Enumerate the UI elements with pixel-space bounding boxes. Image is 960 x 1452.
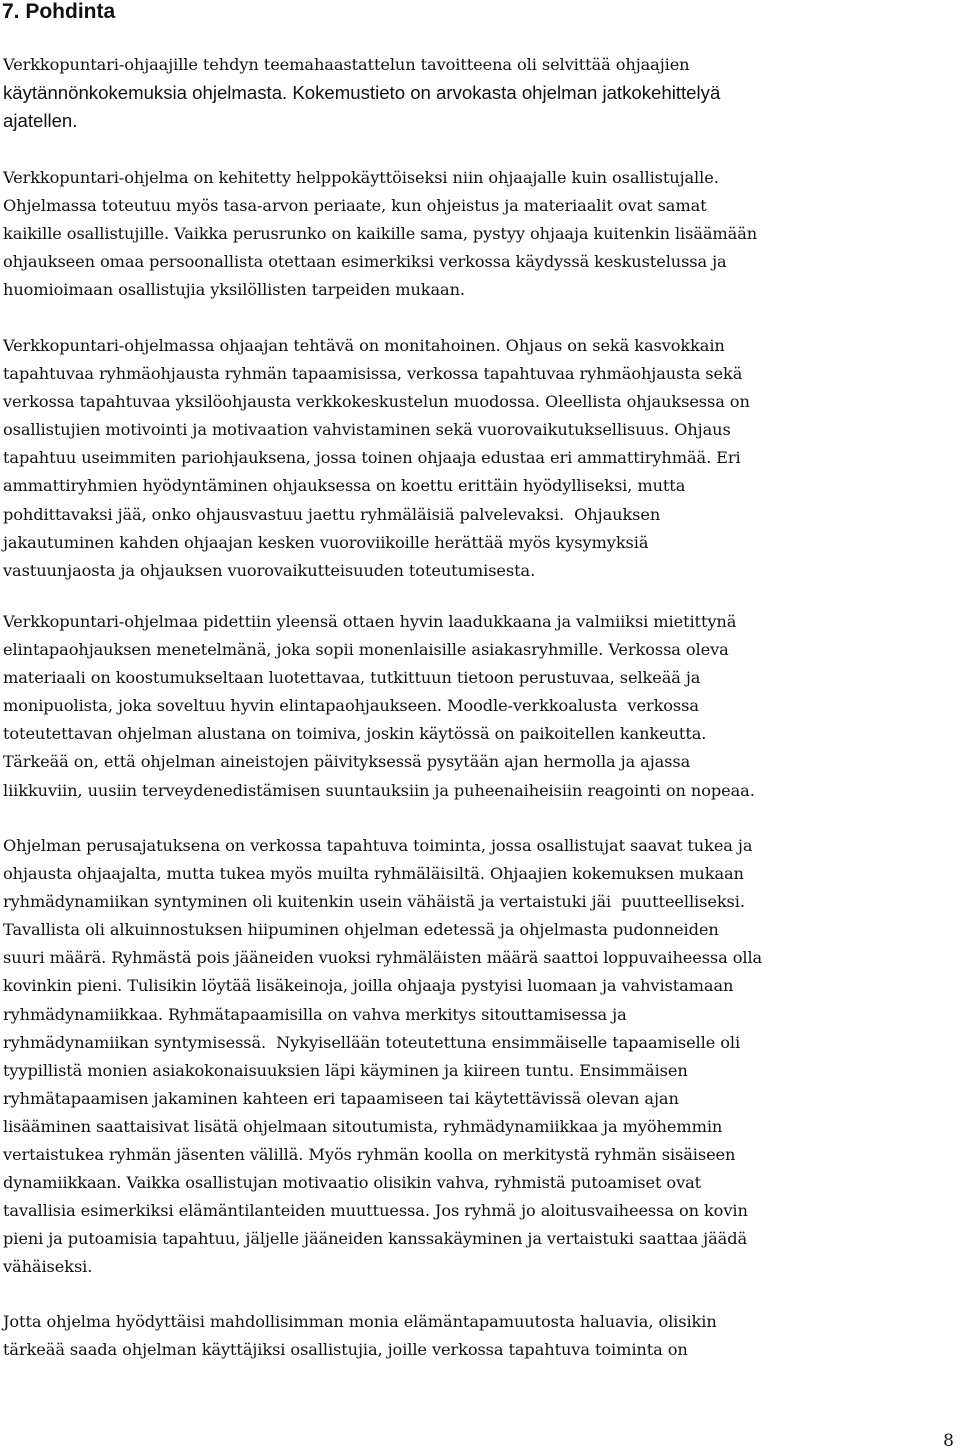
- paragraph-conclusion: [3, 1308, 958, 1364]
- text-line: jakautuminen kahden ohjaajan kesken vuoroviikoille herättää myös kysymyksiä: [3, 532, 649, 552]
- text-line: Ohjelmassa toteutuu myös tasa-arvon periaate, kun ohjeistus ja materiaalit ovat samat: [3, 196, 707, 216]
- text-line: tavallisia esimerkiksi elämäntilanteiden muuttuessa. Jos ryhmä jo aloitusvaiheessa on kovin: [3, 1201, 748, 1221]
- section-heading: 7. Pohdinta: [2, 0, 116, 23]
- text-line: ryhmädynamiikan syntyminen oli kuitenkin usein vähäistä ja vertaistuki jäi puutteelliseksi.: [3, 892, 745, 912]
- text-line: materiaali on koostumukseltaan luotettavaa, tutkittuun tietoon perustuvaa, selkeää ja: [3, 668, 701, 688]
- text-line: ohjausta ohjaajalta, mutta tukea myös muilta ryhmäläisiltä. Ohjaajien kokemuksen mukaan: [3, 864, 744, 884]
- text-line: vertaistukea ryhmän jäsenten välillä. Myös ryhmän koolla on merkitystä ryhmän sisäiseen: [3, 1145, 736, 1165]
- text-line: ammattiryhmien hyödyntäminen ohjauksessa on koettu erittäin hyödylliseksi, mutta: [3, 476, 686, 496]
- text-line: verkossa tapahtuvaa yksilöohjausta verkkokeskustelun muodossa. Oleellista ohjauksessa on: [3, 392, 750, 412]
- text-line: ohjaukseen omaa persoonallista otettaan esimerkiksi verkossa käydyssä keskustelussa ja: [3, 252, 727, 272]
- paragraph-intro: [3, 51, 958, 135]
- paragraph-guidance-role: [3, 332, 958, 585]
- text-line: liikkuviin, uusiin terveydenedistämisen suuntauksiin ja puheenaiheisiin reagointi on nopeaa.: [3, 780, 755, 800]
- text-line: vähäiseksi.: [3, 1257, 93, 1277]
- text-line: ryhmädynamiikan syntymisessä. Nykyisellään toteutettuna ensimmäiselle tapaamiselle oli: [3, 1032, 741, 1052]
- text-line: ryhmädynamiikkaa. Ryhmätapaamisilla on vahva merkitys sitouttamisessa ja: [3, 1004, 627, 1024]
- text-line: tapahtuvaa ryhmäohjausta ryhmän tapaamisissa, verkossa tapahtuvaa ryhmäohjausta sekä: [3, 364, 743, 384]
- text-line: Verkkopuntari-ohjelmaa pidettiin yleensä ottaen hyvin laadukkaana ja valmiiksi mietittynä: [3, 612, 737, 631]
- text-line: vastuunjaosta ja ohjauksen vuorovaikutteisuuden toteutumisesta.: [3, 560, 536, 580]
- text-line: kaikille osallistujille. Vaikka perusrunko on kaikille sama, pystyy ohjaaja kuitenkin lisäämään: [3, 224, 758, 244]
- text-line: ryhmätapaamisen jakaminen kahteen eri tapaamiseen tai käytettävissä olevan ajan: [3, 1088, 679, 1108]
- text-line: Verkkopuntari-ohjelmassa ohjaajan tehtävä on monitahoinen. Ohjaus on sekä kasvokkain: [3, 336, 725, 355]
- text-line: pieni ja putoamisia tapahtuu, jäljelle jääneiden kanssakäyminen ja vertaistuki saattaa jäädä: [3, 1229, 748, 1249]
- text-line: tyypillistä monien asiakokonaisuuksien läpi käyminen ja kiireen tuntu. Ensimmäisen: [3, 1060, 688, 1080]
- text-line: dynamiikkaan. Vaikka osallistujan motivaatio olisikin vahva, ryhmistä putoamiset ovat: [3, 1173, 702, 1193]
- text-line: ajatellen.: [3, 110, 78, 132]
- text-line: Tavallista oli alkuinnostuksen hiipuminen ohjelman edetessä ja ohjelmasta pudonneiden: [3, 920, 719, 940]
- text-line: Ohjelman perusajatuksena on verkossa tapahtuva toiminta, jossa osallistujat saavat tukea ja: [3, 836, 753, 855]
- paragraph-usability: [3, 164, 958, 304]
- text-line: huomioimaan osallistujia yksilöllisten tarpeiden mukaan.: [3, 280, 465, 300]
- text-line: Jotta ohjelma hyödyttäisi mahdollisimman monia elämäntapamuutosta haluavia, olisikin: [3, 1312, 717, 1331]
- text-line: osallistujien motivointi ja motivaation vahvistaminen sekä vuorovaikutuksellisuus. Ohjaus: [3, 420, 731, 440]
- paragraph-group-dynamics: [3, 832, 958, 1282]
- text-line: Tärkeää on, että ohjelman aineistojen päivityksessä pysytään ajan hermolla ja ajassa: [3, 752, 691, 772]
- text-line: toteutettavan ohjelman alustana on toimiva, joskin käytössä on paikoitellen kankeutta.: [3, 724, 707, 744]
- text-line: elintapaohjauksen menetelmänä, joka sopii monenlaisille asiakasryhmille. Verkossa oleva: [3, 640, 729, 660]
- text-line: lisääminen saattaisivat lisätä ohjelmaan sitoutumista, ryhmädynamiikkaa ja myöhemmin: [3, 1116, 723, 1136]
- text-line: Verkkopuntari-ohjelma on kehitetty helppokäyttöiseksi niin ohjaajalle kuin osallistujalle.: [3, 168, 719, 187]
- page-number: 8: [943, 1431, 954, 1451]
- text-line: pohdittavaksi jää, onko ohjausvastuu jaettu ryhmäläisiä palvelevaksi. Ohjauksen: [3, 504, 661, 524]
- text-line: tärkeää saada ohjelman käyttäjiksi osallistujia, joille verkossa tapahtuva toiminta on: [3, 1340, 688, 1360]
- text-line: tapahtuu useimmiten pariohjauksena, jossa toinen ohjaaja edustaa eri ammattiryhmää. Eri: [3, 448, 741, 468]
- text-line: kovinkin pieni. Tulisikin löytää lisäkeinoja, joilla ohjaaja pystyisi luomaan ja vahvistamaan: [3, 976, 734, 996]
- text-line: käytännönkokemuksia ohjelmasta. Kokemustieto on arvokasta ohjelman jatkokehittelyä: [3, 82, 721, 104]
- text-line: suuri määrä. Ryhmästä pois jääneiden vuoksi ryhmäläisten määrä saattoi loppuvaiheessa olla: [3, 948, 763, 968]
- text-line: Verkkopuntari-ohjaajille tehdyn teemahaastattelun tavoitteena oli selvittää ohjaajien: [3, 55, 690, 74]
- paragraph-quality: [3, 608, 958, 805]
- text-line: monipuolista, joka soveltuu hyvin elintapaohjaukseen. Moodle-verkkoalusta verkossa: [3, 696, 699, 716]
